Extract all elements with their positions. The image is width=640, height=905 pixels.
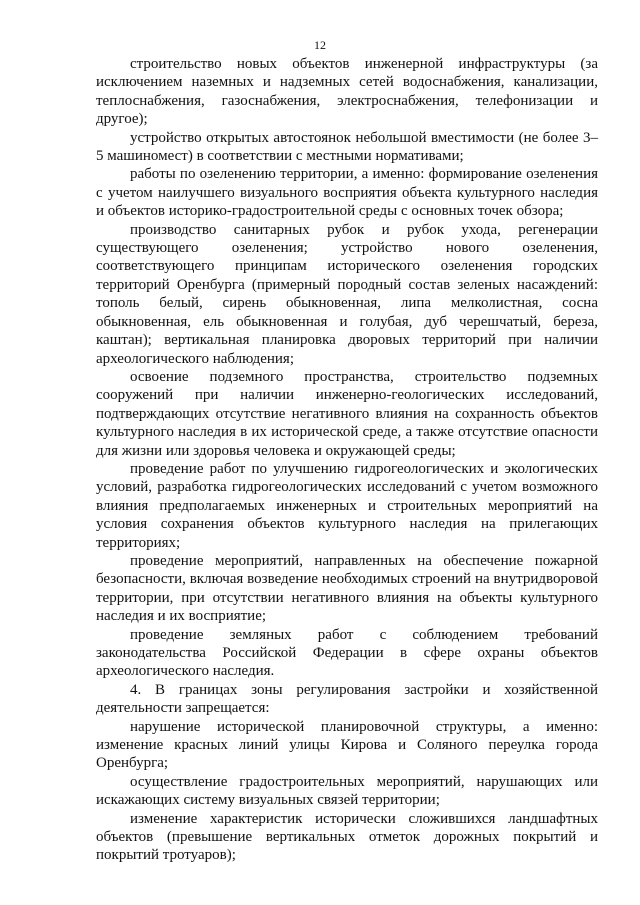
paragraph-underground-space: освоение подземного пространства, строительство подземных сооружений при наличии инженерно-геологических исследований, подтверждающих отсутствие негативного влияния на сохранность объектов культурного наследия в их исторической среде, а также отсутствие опасности для жизни или здоровья человека и окружающей среды;	[96, 368, 598, 459]
paragraph-fire-safety: проведение мероприятий, направленных на обеспечение пожарной безопасности, включая возведение необходимых строений на внутридворовой территории, при отсутствии негативного влияния на объекты культурного наследия и их восприятие;	[96, 552, 598, 625]
document-body	[96, 55, 598, 865]
paragraph-parking: устройство открытых автостоянок небольшой вместимости (не более 3–5 машиномест) в соответствии с местными нормативами;	[96, 129, 598, 165]
paragraph-hydrogeology: проведение работ по улучшению гидрогеологических и экологических условий, разработка гидрогеологических исследований с учетом возможного влияния предполагаемых инженерных и строительных мероприятий на условия сохранения объектов культурного наследия на прилегающих территориях;	[96, 460, 598, 551]
paragraph-greening-works: работы по озеленению территории, а именно: формирование озеленения с учетом наилучшего визуального восприятия объекта культурного наследия и объектов историко-градостроительной среды с основных точек обзора;	[96, 166, 598, 220]
paragraph-sanitary-felling: производство санитарных рубок и рубок ухода, регенерации существующего озеленения; устройство нового озеленения, соответствующего принципам исторического озеленения городских территорий Оренбурга (примерный породный состав зеленых насаждений: тополь белый, сирень обыкновенная, липа мелколистная, сосна обыкновенная, ель обыкновенная и голубая, дуб черешчатый, береза, каштан); вертикальная планировка дворовых территорий при наличии археологического наблюдения;	[96, 221, 598, 367]
paragraph-infrastructure: строительство новых объектов инженерной инфраструктуры (за исключением наземных и надземных сетей водоснабжения, канализации, теплоснабжения, газоснабжения, электроснабжения, телефонизации и другое);	[96, 56, 598, 128]
paragraph-section-4-heading: 4. В границах зоны регулирования застройки и хозяйственной деятельности запрещается:	[96, 681, 598, 717]
paragraph-earthworks: проведение земляных работ с соблюдением требований законодательства Российской Федерации в сфере охраны объектов археологического наследия.	[96, 626, 598, 680]
paragraph-landscape: изменение характеристик исторически сложившихся ландшафтных объектов (превышение вертикальных отметок дорожных покрытий и покрытий тротуаров);	[96, 810, 598, 864]
paragraph-visual-links: осуществление градостроительных мероприятий, нарушающих или искажающих систему визуальных связей территории;	[96, 773, 598, 809]
page-number: 12	[314, 38, 326, 52]
paragraph-planning-structure: нарушение исторической планировочной структуры, а именно: изменение красных линий улицы Кирова и Соляного переулка города Оренбурга;	[96, 718, 598, 772]
